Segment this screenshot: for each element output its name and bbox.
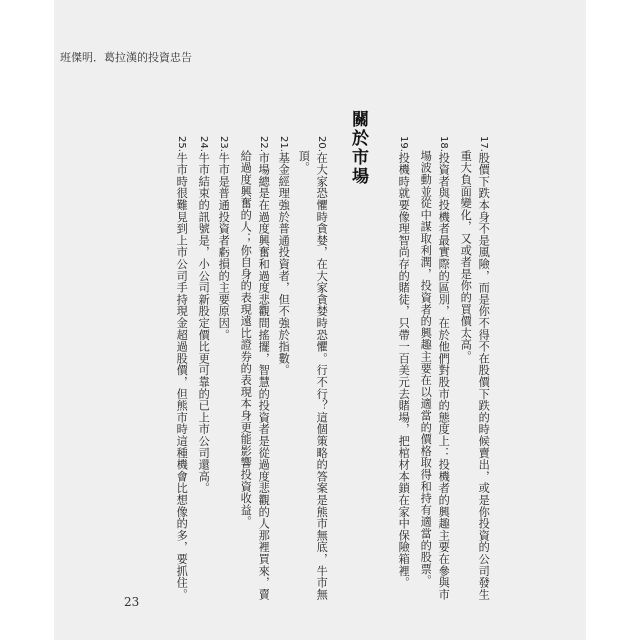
item-20-line-1: 20.在大家恐懼時貪婪，在大家貪婪時恐懼。行不行？這個策略的答案是熊市無底，牛市無 — [315, 136, 329, 601]
item-18-line-2: 場波動並從中謀取利潤，投資者的興趣主要在以適當的價格取得和持有適當的股票。 — [419, 150, 433, 587]
item-17-line-2: 重大負面變化，又或者是你的買價太高。 — [459, 150, 473, 363]
running-head: 班傑明．葛拉漢的投資忠告 — [60, 51, 192, 64]
item-17-line-1: 17.股價下跌本身不是風險，而是你不得不在股價下跌的時候賣出，或是你投資的公司發生 — [477, 136, 491, 601]
page-number: 23 — [124, 595, 140, 609]
item-22-line-1: 22.市場總是在過度興奮和過度悲觀間搖擺，智慧的投資者是從過度悲觀的人那裡買來，賣 — [257, 136, 271, 601]
item-21-line-1: 21.基金經理強於普通投資者，但不強於指數。 — [277, 136, 291, 377]
item-18-line-1: 18.投資者與投機者最實際的區別，在於他們對股市的態度上：投機者的興趣主要在參與市 — [437, 136, 451, 601]
item-24-line-1: 24.牛市結束的訊號是，小公司新股定價比更可靠的已上市公司還高。 — [197, 136, 211, 495]
item-23-line-1: 23.牛市是普通投資者虧損的主要原因。 — [217, 136, 231, 341]
section-title: 關於市場 — [348, 110, 368, 186]
item-19-line-1: 19.投機時就要像理智尚存的賭徒，只帶一百美元去賭場，把棺材本鎖在家中保險箱裡。 — [397, 136, 411, 589]
item-25-line-1: 25.牛市時很難見到上市公司手持現金超過股價，但熊市時這種機會比想像的多，要抓住。 — [175, 136, 189, 601]
item-22-line-2: 給過度興奮的人；你自身的表現遠比證券的表現本身更能影響投資收益。 — [239, 150, 253, 528]
item-20-line-2: 頂。 — [297, 150, 311, 174]
